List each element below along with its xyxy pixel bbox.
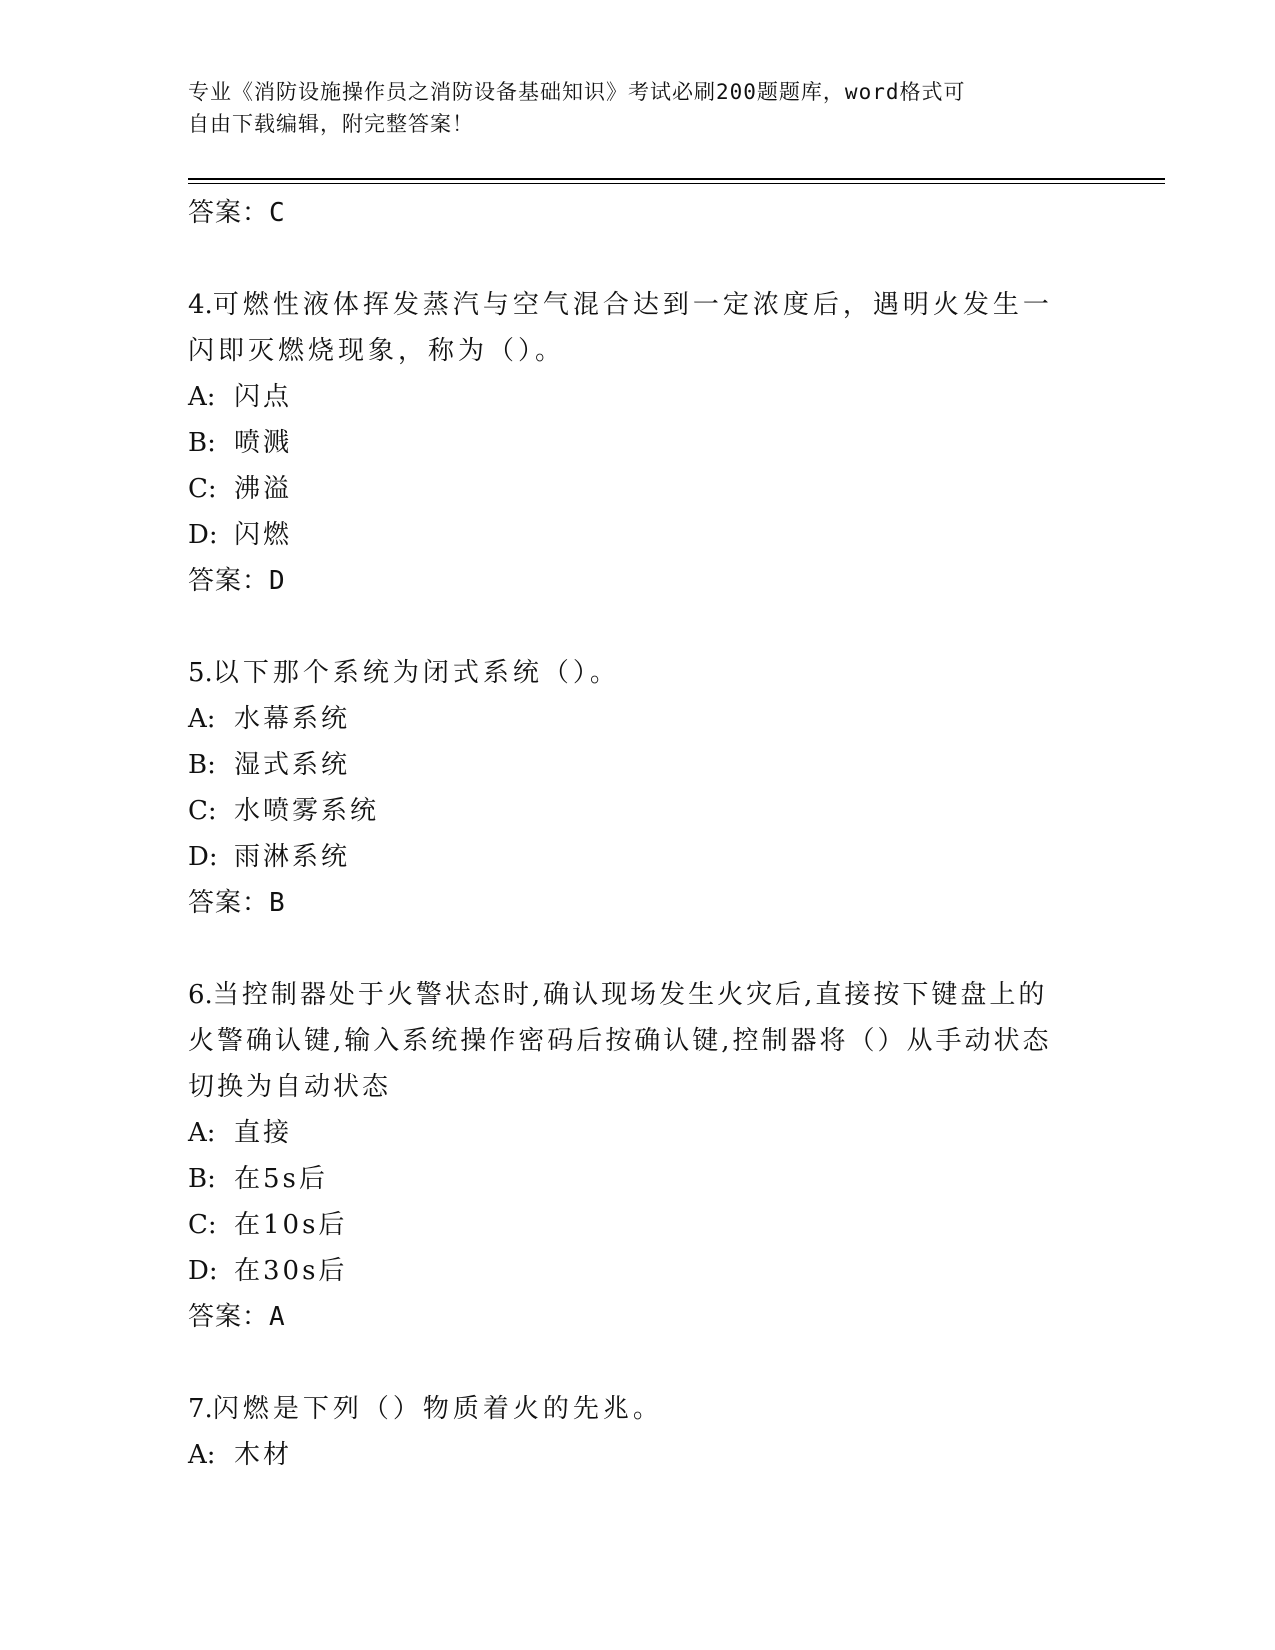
option-text: 直接 bbox=[234, 1118, 293, 1148]
option-d bbox=[188, 834, 1068, 880]
answer-line bbox=[188, 1294, 1068, 1340]
option-text: 湿式系统 bbox=[234, 750, 351, 780]
option-letter: C: bbox=[188, 796, 217, 826]
option-c bbox=[188, 1202, 1068, 1248]
option-text: 沸溢 bbox=[234, 474, 293, 504]
option-a bbox=[188, 1110, 1068, 1156]
option-letter: B: bbox=[188, 428, 216, 458]
question-stem: 以下那个系统为闭式系统（）。 bbox=[212, 658, 620, 688]
header-line-2: 自由下载编辑，附完整答案！ bbox=[188, 112, 474, 136]
option-letter: C: bbox=[188, 1210, 217, 1240]
option-letter: D: bbox=[188, 520, 218, 550]
option-letter: B: bbox=[188, 750, 216, 780]
question-text bbox=[188, 972, 1068, 1110]
question-stem: 当控制器处于火警状态时,确认现场发生火灾后,直接按下键盘上的火警确认键,输入系统操作密码后按确认键,控制器将（）从手动状态切换为自动状态 bbox=[188, 980, 1052, 1102]
question-stem: 闪燃是下列（）物质着火的先兆。 bbox=[212, 1394, 663, 1424]
answer-line bbox=[188, 558, 1068, 604]
header-divider-thin bbox=[188, 183, 1165, 184]
question-number: 7. bbox=[188, 1394, 213, 1424]
question-5 bbox=[188, 650, 1068, 926]
option-b bbox=[188, 742, 1068, 788]
answer-label: 答案： bbox=[188, 888, 270, 918]
question-7 bbox=[188, 1386, 1068, 1478]
option-a bbox=[188, 1432, 1068, 1478]
option-c bbox=[188, 466, 1068, 512]
option-c bbox=[188, 788, 1068, 834]
answer-value: C bbox=[269, 198, 286, 228]
option-text: 闪燃 bbox=[234, 520, 293, 550]
document-header bbox=[188, 76, 1068, 140]
option-text: 在30s后 bbox=[234, 1256, 348, 1286]
question-number: 5. bbox=[188, 658, 213, 688]
option-letter: A: bbox=[188, 1440, 216, 1470]
question-4 bbox=[188, 282, 1068, 604]
document-body bbox=[188, 190, 1068, 1478]
question-6 bbox=[188, 972, 1068, 1340]
answer-label: 答案： bbox=[188, 1302, 270, 1332]
option-d bbox=[188, 512, 1068, 558]
option-letter: C: bbox=[188, 474, 217, 504]
option-text: 闪点 bbox=[234, 382, 293, 412]
option-a bbox=[188, 696, 1068, 742]
question-number: 4. bbox=[188, 290, 213, 320]
question-number: 6. bbox=[188, 980, 213, 1010]
option-letter: D: bbox=[188, 1256, 218, 1286]
option-text: 在5s后 bbox=[234, 1164, 328, 1194]
option-text: 木材 bbox=[234, 1440, 293, 1470]
question-text bbox=[188, 282, 1068, 374]
option-a bbox=[188, 374, 1068, 420]
option-letter: D: bbox=[188, 842, 218, 872]
header-divider-thick bbox=[188, 178, 1165, 180]
option-d bbox=[188, 1248, 1068, 1294]
answer-label: 答案： bbox=[188, 198, 270, 228]
option-letter: A: bbox=[188, 704, 216, 734]
answer-label: 答案： bbox=[188, 566, 270, 596]
option-text: 喷溅 bbox=[234, 428, 293, 458]
option-text: 在10s后 bbox=[234, 1210, 348, 1240]
option-letter: B: bbox=[188, 1164, 216, 1194]
answer-value: D bbox=[269, 566, 286, 596]
option-text: 水喷雾系统 bbox=[234, 796, 380, 826]
option-text: 雨淋系统 bbox=[234, 842, 351, 872]
option-text: 水幕系统 bbox=[234, 704, 351, 734]
answer-line bbox=[188, 880, 1068, 926]
question-text bbox=[188, 1386, 1068, 1432]
option-b bbox=[188, 420, 1068, 466]
question-text bbox=[188, 650, 1068, 696]
answer-value: A bbox=[269, 1302, 286, 1332]
header-line-1: 专业《消防设施操作员之消防设备基础知识》考试必刷200题题库，word格式可 bbox=[188, 80, 966, 104]
option-letter: A: bbox=[188, 382, 216, 412]
question-stem: 可燃性液体挥发蒸汽与空气混合达到一定浓度后，遇明火发生一闪即灭燃烧现象，称为（）。 bbox=[188, 290, 1053, 366]
answer-line-q3 bbox=[188, 190, 1068, 236]
option-b bbox=[188, 1156, 1068, 1202]
answer-value: B bbox=[269, 888, 286, 918]
option-letter: A: bbox=[188, 1118, 216, 1148]
